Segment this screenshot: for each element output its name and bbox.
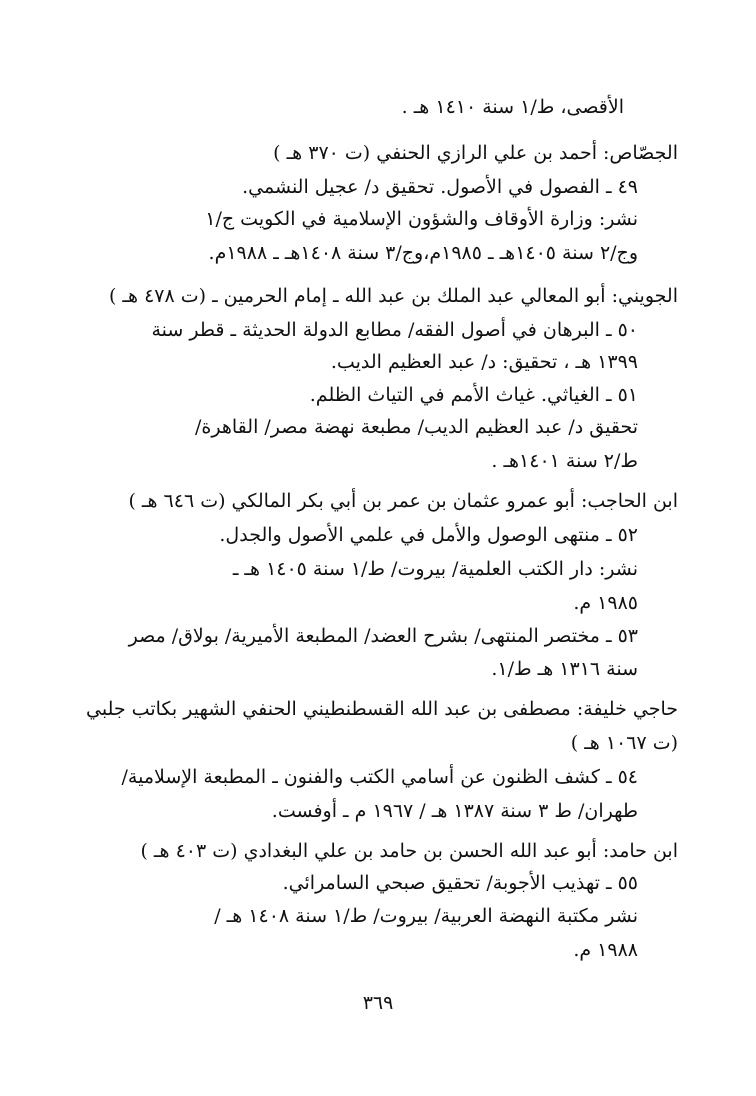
book-entry: ٤٩ ـ الفصول في الأصول. تحقيق د/ عجيل النشمي. xyxy=(242,176,638,198)
text-line: ١٩٨٥ م. xyxy=(573,592,638,614)
author-heading: ابن الحاجب: أبو عمرو عثمان بن عمر بن أبي بكر المالكي (ت ٦٤٦ هـ ) xyxy=(128,490,678,512)
book-entry: ٥٤ ـ كشف الظنون عن أسامي الكتب والفنون ـ المطبعة الإسلامية/ xyxy=(121,766,638,788)
text-line: وج/٢ سنة ١٤٠٥هـ ـ ١٩٨٥م،وج/٣ سنة ١٤٠٨هـ ـ ١٩٨٨م. xyxy=(208,242,638,264)
author-heading: ابن حامد: أبو عبد الله الحسن بن حامد بن علي البغدادي (ت ٤٠٣ هـ ) xyxy=(140,840,678,862)
text-line: نشر: دار الكتب العلمية/ بيروت/ ط/١ سنة ١٤٠٥ هـ ـ xyxy=(232,558,638,580)
text-line: سنة ١٣١٦ هـ ط/١. xyxy=(491,658,638,680)
book-entry: ٥٠ ـ البرهان في أصول الفقه/ مطابع الدولة الحديثة ـ قطر سنة xyxy=(151,319,638,341)
author-heading: حاجي خليفة: مصطفى بن عبد الله القسطنطيني الحنفي الشهير بكاتب جلبي xyxy=(86,698,678,720)
book-entry: ٥١ ـ الغياثي. غياث الأمم في التياث الظلم. xyxy=(309,384,638,406)
text-line: ١٣٩٩ هـ ، تحقيق: د/ عبد العظيم الديب. xyxy=(330,351,638,373)
book-entry: ٥٣ ـ مختصر المنتهى/ بشرح العضد/ المطبعة الأميرية/ بولاق/ مصر xyxy=(128,625,638,647)
text-line: (ت ١٠٦٧ هـ ) xyxy=(570,732,678,754)
author-heading: الجصّاص: أحمد بن علي الرازي الحنفي (ت ٣٧٠ هـ ) xyxy=(273,142,678,164)
text-line: ١٩٨٨ م. xyxy=(573,939,638,961)
author-heading: الجويني: أبو المعالي عبد الملك بن عبد الله ـ إمام الحرمين ـ (ت ٤٧٨ هـ ) xyxy=(108,285,678,307)
book-entry: ٥٥ ـ تهذيب الأجوبة/ تحقيق صبحي السامرائي. xyxy=(282,872,638,894)
text-line: الأقصى، ط/١ سنة ١٤١٠ هـ . xyxy=(401,96,624,118)
text-line: طهران/ ط ٣ سنة ١٣٨٧ هـ / ١٩٦٧ م ـ أوفست. xyxy=(271,800,638,822)
text-line: ط/٢ سنة ١٤٠١هـ . xyxy=(491,450,638,472)
text-line: تحقيق د/ عبد العظيم الديب/ مطبعة نهضة مصر/ القاهرة/ xyxy=(195,416,638,438)
book-entry: ٥٢ ـ منتهى الوصول والأمل في علمي الأصول والجدل. xyxy=(219,524,638,546)
text-line: نشر مكتبة النهضة العربية/ بيروت/ ط/١ سنة ١٤٠٨ هـ / xyxy=(214,905,638,927)
text-line: نشر: وزارة الأوقاف والشؤون الإسلامية في الكويت ج/١ xyxy=(205,208,638,230)
page-number: ٣٦٩ xyxy=(362,992,394,1014)
